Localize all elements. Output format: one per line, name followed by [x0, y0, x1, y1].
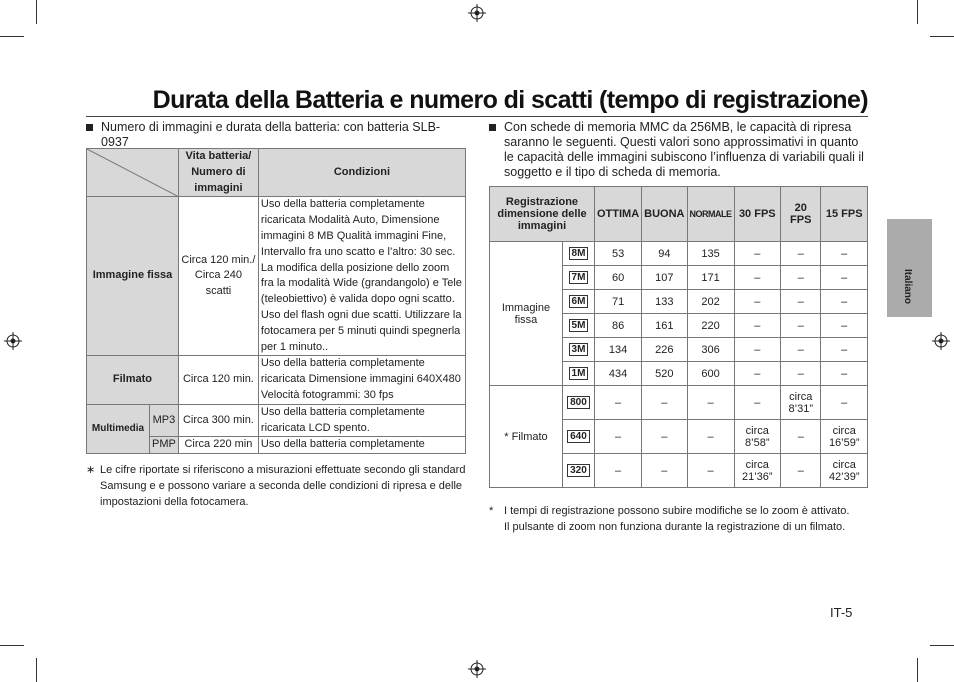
table-row: [87, 356, 466, 404]
capacity-cell: –: [642, 420, 687, 454]
size-icon: [562, 290, 594, 314]
bullet-square-icon: [86, 124, 93, 131]
capacity-cell: –: [781, 420, 821, 454]
capacity-cell: 520: [642, 362, 687, 386]
capacity-cell: –: [821, 362, 868, 386]
capacity-cell: –: [734, 386, 781, 420]
bullet-square-icon: [489, 124, 496, 131]
row-label-multimedia: Multimedia: [87, 404, 150, 453]
footnote-mark: *: [489, 505, 494, 517]
size-label: 640: [567, 430, 590, 443]
capacity-cell: circa 16’59”: [821, 420, 868, 454]
row-label-still: Immagine fissa: [87, 197, 179, 356]
capacity-cell: –: [781, 314, 821, 338]
right-footnote-line-2: Il pulsante di zoom non funziona durante la registrazione di un filmato.: [504, 521, 846, 533]
capacity-cell: –: [734, 338, 781, 362]
capacity-cell: 94: [642, 242, 687, 266]
capacity-cell: –: [781, 290, 821, 314]
table-row: [87, 197, 466, 356]
capacity-cell: –: [821, 338, 868, 362]
capacity-cell: 434: [595, 362, 642, 386]
capacity-cell: –: [734, 314, 781, 338]
size-label: 1M: [569, 367, 589, 380]
right-bullet: [489, 120, 868, 180]
table-row: [87, 404, 466, 437]
capacity-header-6: 15 FPS: [821, 187, 868, 242]
capacity-cell: –: [734, 362, 781, 386]
diagonal-line: [87, 149, 178, 196]
capacity-cell: 86: [595, 314, 642, 338]
registration-mark-icon: [4, 332, 22, 350]
pmp-life: Circa 220 min: [178, 437, 258, 454]
row-label-pmp: PMP: [150, 437, 179, 454]
movie-conditions: Uso della batteria completamente ricaricata Dimensione immagini 640X480 Velocità fotogrammi: 30 fps: [258, 356, 465, 404]
table-row: [87, 149, 466, 197]
size-label: 6M: [569, 295, 589, 308]
right-footnote-line-1: I tempi di registrazione possono subire modifiche se lo zoom è attivato.: [504, 505, 850, 517]
row-label-mp3: MP3: [150, 404, 179, 437]
right-footnote: [489, 503, 868, 535]
table-row: [490, 187, 868, 242]
capacity-cell: –: [781, 338, 821, 362]
size-icon: [562, 386, 594, 420]
table-row: [490, 386, 868, 420]
size-label: 5M: [569, 319, 589, 332]
capacity-cell: 107: [642, 266, 687, 290]
table-row: [490, 242, 868, 266]
still-conditions: Uso della batteria completamente ricaricata Modalità Auto, Dimensione immagini 8 MB Qualità immagini Fine, Intervallo fra uno scatto e l’altro: 30 sec. La modifica della posizione dello zoom fra la modalità Wide (grandangolo) e Tele (teleobiettivo) è valida dopo ogni scatto. Uso del flash ogni due scatti. Utilizzare la fotocamera per 5 minuti quindi spegnerla per 1 minuto..: [258, 197, 465, 356]
capacity-header-4: 30 FPS: [734, 187, 781, 242]
mp3-conditions: Uso della batteria completamente ricaricata LCD spento.: [258, 404, 465, 437]
diagonal-header-cell: [87, 149, 179, 197]
capacity-cell: circa 21’36”: [734, 454, 781, 488]
capacity-cell: –: [734, 290, 781, 314]
capacity-header-3: NORMALE: [687, 187, 734, 242]
capacity-cell: –: [687, 420, 734, 454]
size-icon: [562, 420, 594, 454]
capacity-cell: 60: [595, 266, 642, 290]
capacity-header-2: BUONA: [642, 187, 687, 242]
capacity-header-5: 20 FPS: [781, 187, 821, 242]
size-label: 8M: [569, 247, 589, 260]
capacity-cell: 134: [595, 338, 642, 362]
size-icon: [562, 454, 594, 488]
still-life: Circa 120 min./ Circa 240 scatti: [178, 197, 258, 356]
capacity-cell: –: [642, 386, 687, 420]
capacity-cell: 135: [687, 242, 734, 266]
title-rule: [86, 116, 868, 117]
size-icon: [562, 338, 594, 362]
capacity-table: [489, 186, 868, 488]
registration-mark-icon: [468, 660, 486, 678]
pmp-conditions: Uso della batteria completamente: [258, 437, 465, 454]
capacity-header-1: OTTIMA: [595, 187, 642, 242]
capacity-cell: –: [821, 290, 868, 314]
capacity-cell: circa 8’58”: [734, 420, 781, 454]
capacity-header-0: Registrazione dimensione delle immagini: [490, 187, 595, 242]
capacity-cell: circa 8’31”: [781, 386, 821, 420]
size-label: 3M: [569, 343, 589, 356]
battery-table: [86, 148, 466, 454]
capacity-cell: 171: [687, 266, 734, 290]
left-footnote-text: Le cifre riportate si riferiscono a misurazioni effettuate secondo gli standard Samsung e e possono variare a seconda delle condizioni di ripresa e delle impostazioni della fotocamera.: [100, 464, 466, 508]
row-label-still: Immagine fissa: [490, 242, 563, 386]
page-number: IT-5: [830, 605, 853, 620]
capacity-cell: 202: [687, 290, 734, 314]
capacity-cell: 71: [595, 290, 642, 314]
capacity-cell: 226: [642, 338, 687, 362]
capacity-cell: –: [595, 420, 642, 454]
capacity-cell: –: [821, 386, 868, 420]
movie-life: Circa 120 min.: [178, 356, 258, 404]
capacity-cell: –: [595, 454, 642, 488]
capacity-cell: circa 42’39”: [821, 454, 868, 488]
row-label-movie: Filmato: [87, 356, 179, 404]
capacity-cell: 161: [642, 314, 687, 338]
capacity-cell: 600: [687, 362, 734, 386]
registration-mark-icon: [932, 332, 950, 350]
left-bullet: [86, 120, 466, 150]
size-icon: [562, 314, 594, 338]
capacity-cell: –: [781, 454, 821, 488]
left-bullet-text: Numero di immagini e durata della batteria: con batteria SLB-0937: [101, 120, 441, 149]
capacity-cell: 306: [687, 338, 734, 362]
capacity-cell: –: [781, 242, 821, 266]
capacity-cell: –: [734, 266, 781, 290]
capacity-cell: –: [781, 266, 821, 290]
footnote-mark: ∗: [86, 464, 96, 476]
capacity-cell: –: [821, 266, 868, 290]
left-footnote: [86, 462, 466, 510]
capacity-cell: –: [595, 386, 642, 420]
row-label-movie: * Filmato: [490, 386, 563, 488]
page-title: Durata della Batteria e numero di scatti (tempo di registrazione): [152, 86, 868, 114]
capacity-cell: 220: [687, 314, 734, 338]
capacity-cell: 133: [642, 290, 687, 314]
language-tab-label: Italiano: [902, 269, 913, 305]
capacity-cell: –: [687, 454, 734, 488]
header-conditions: Condizioni: [258, 149, 465, 197]
capacity-cell: –: [734, 242, 781, 266]
size-icon: [562, 362, 594, 386]
header-battery-life: Vita batteria/ Numero di immagini: [178, 149, 258, 197]
size-icon: [562, 266, 594, 290]
capacity-cell: –: [687, 386, 734, 420]
capacity-cell: –: [781, 362, 821, 386]
capacity-cell: 53: [595, 242, 642, 266]
capacity-cell: –: [642, 454, 687, 488]
mp3-life: Circa 300 min.: [178, 404, 258, 437]
size-label: 320: [567, 464, 590, 477]
capacity-cell: –: [821, 314, 868, 338]
size-label: 800: [567, 396, 590, 409]
registration-mark-icon: [468, 4, 486, 22]
language-tab: [887, 219, 932, 317]
capacity-cell: –: [821, 242, 868, 266]
size-icon: [562, 242, 594, 266]
size-label: 7M: [569, 271, 589, 284]
right-bullet-text: Con schede di memoria MMC da 256MB, le capacità di ripresa saranno le seguenti. Questi valori sono approssimativi in quanto le capacità delle immagini subiscono l’influenza di variabili quali il soggetto e il tipo di scheda di memoria.: [504, 120, 864, 179]
